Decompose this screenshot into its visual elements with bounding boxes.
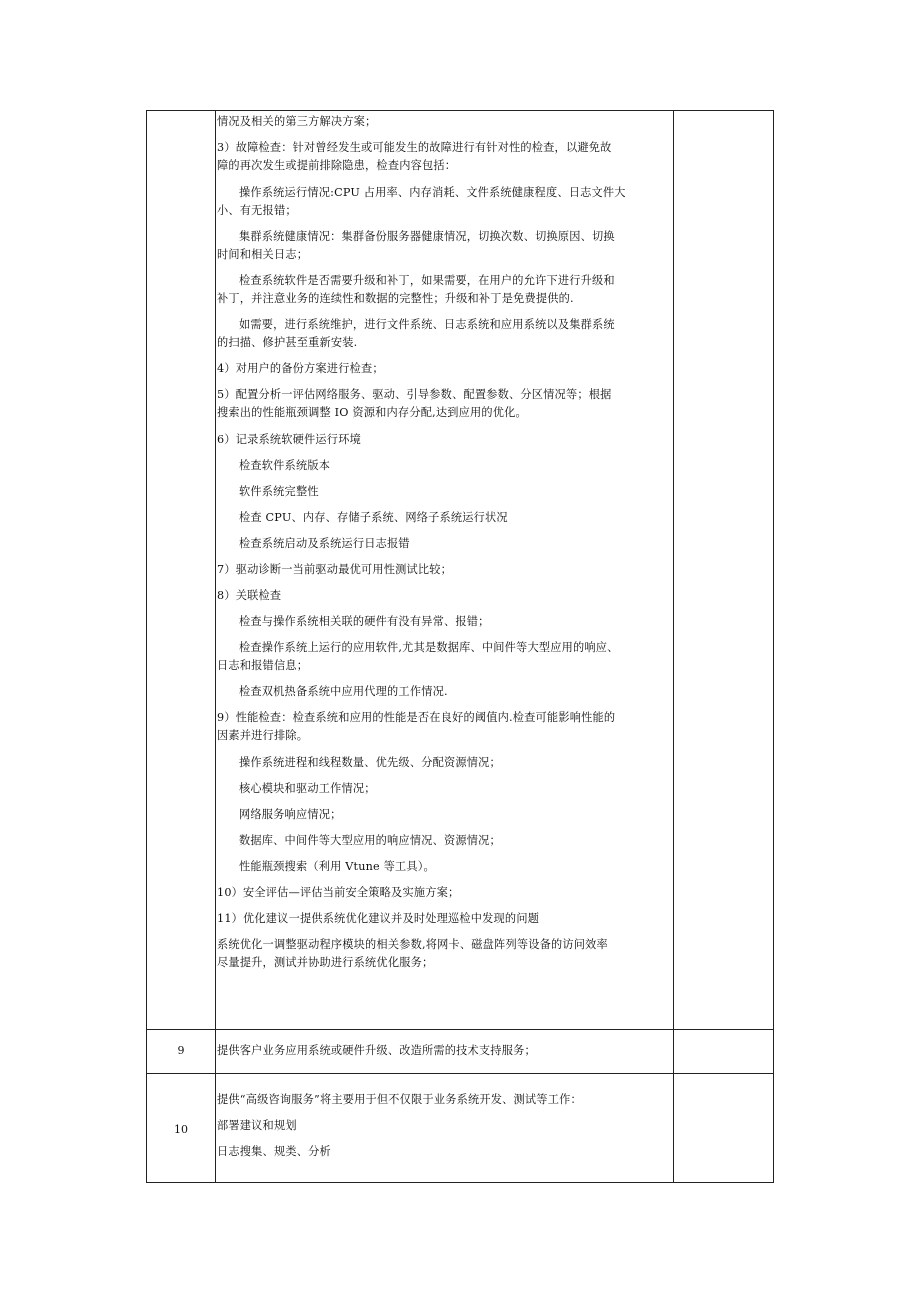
- service-table: [146, 110, 774, 1183]
- text-line: 尽量提升，测试并协助进行系统优化服务；: [217, 956, 434, 969]
- text-line: 核心模块和驱动工作情况；: [239, 782, 376, 795]
- text-line: 障的再次发生或提前排除隐患，检查内容包括：: [217, 159, 457, 172]
- text-line: 部署建议和规划: [217, 1119, 297, 1132]
- text-line: 如需要，进行系统维护，进行文件系统、日志系统和应用系统以及集群系统: [239, 318, 615, 331]
- text-line: 9）性能检查：检查系统和应用的性能是否在良好的阈值内.检查可能影响性能的: [217, 711, 616, 724]
- row-continued-content: [217, 111, 673, 1029]
- text-line: 集群系统健康情况：集群备份服务器健康情况，切换次数、切换原因、切换: [239, 230, 615, 243]
- text-line: 11）优化建议一提供系统优化建议并及时处理巡检中发现的问题: [217, 912, 540, 925]
- text-line: 补丁，并注意业务的连续性和数据的完整性；升级和补丁是免费提供的.: [217, 292, 574, 305]
- text-line: 软件系统完整性: [239, 485, 319, 498]
- text-line: 操作系统进程和线程数量、优先级、分配资源情况；: [239, 756, 501, 769]
- text-line: 因素并进行排除。: [217, 729, 309, 742]
- text-line: 数据库、中间件等大型应用的响应情况、资源情况；: [239, 834, 501, 847]
- column-divider: [673, 111, 674, 1182]
- text-line: 小、有无报错；: [217, 204, 297, 217]
- text-line: 系统优化一调整驱动程序模块的相关参数,将网卡、磁盘阵列等设备的访问效率: [217, 938, 608, 951]
- text-line: 提供“高级咨询服务”将主要用于但不仅限于业务系统开发、测试等工作：: [217, 1093, 582, 1106]
- text-line: 6）记录系统软硬件运行环境: [217, 433, 361, 446]
- text-line: 3）故障检查：针对曾经发生或可能发生的故障进行有针对性的检查，以避免故: [217, 141, 612, 154]
- row-number: 9: [177, 1044, 185, 1057]
- row-9-content: [217, 1029, 673, 1073]
- text-line: 搜索出的性能瓶颈调整 IO 资源和内存分配,达到应用的优化。: [217, 406, 527, 419]
- text-line: 检查 CPU、内存、存储子系统、网络子系统运行状况: [239, 511, 508, 524]
- text-line: 检查系统启动及系统运行日志报错: [239, 537, 410, 550]
- text-line: 4）对用户的备份方案进行检查；: [217, 362, 384, 375]
- text-line: 情况及相关的第三方解决方案；: [217, 115, 377, 128]
- text-line: 10）安全评估—评估当前安全策略及实施方案；: [217, 886, 460, 899]
- text-line: 时间和相关日志；: [217, 248, 309, 261]
- text-line: 网络服务响应情况；: [239, 808, 342, 821]
- text-line: 检查系统软件是否需要升级和补丁，如果需要，在用户的允许下进行升级和: [239, 274, 615, 287]
- row-number: 10: [174, 1123, 188, 1136]
- text-line: 检查与操作系统相关联的硬件有没有异常、报错；: [239, 615, 490, 628]
- column-divider: [215, 111, 216, 1182]
- text-line: 提供客户业务应用系统或硬件升级、改造所需的技术支持服务；: [217, 1044, 536, 1057]
- text-line: 日志和报错信息；: [217, 659, 309, 672]
- text-line: 操作系统运行情况:CPU 占用率、内存消耗、文件系统健康程度、日志文件大: [239, 186, 626, 199]
- text-line: 检查软件系统版本: [239, 459, 331, 472]
- text-line: 5）配置分析一评估网络服务、驱动、引导参数、配置参数、分区情况等；根据: [217, 388, 612, 401]
- text-line: 检查操作系统上运行的应用软件,尤其是数据库、中间件等大型应用的响应、: [239, 641, 619, 654]
- text-line: 检查双机热备系统中应用代理的工作情况.: [239, 685, 448, 698]
- text-line: 8）关联检查: [217, 589, 282, 602]
- row-10-content: [217, 1073, 673, 1184]
- text-line: 性能瓶颈搜索（利用 Vtune 等工具）。: [239, 860, 435, 873]
- text-line: 日志搜集、规类、分析: [217, 1145, 331, 1158]
- text-line: 7）驱动诊断一当前驱动最优可用性测试比较；: [217, 563, 453, 576]
- text-line: 的扫描、修护甚至重新安装.: [217, 336, 358, 349]
